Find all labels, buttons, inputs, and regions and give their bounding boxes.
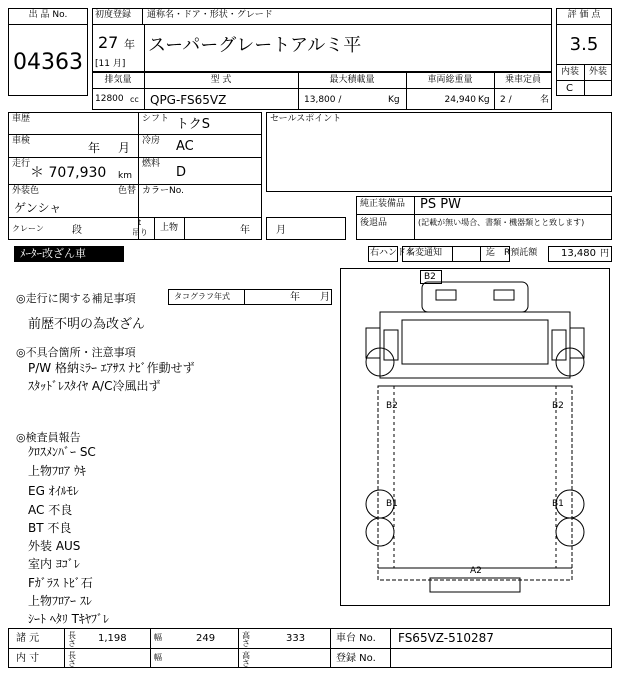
displacement-unit: cc: [130, 95, 139, 104]
rear-wheel-right-2: [556, 518, 584, 546]
recycle-unit: 円: [600, 249, 610, 259]
int-width-label: 幅: [154, 653, 162, 662]
aftermarket-note: (記載が無い場合、書類・機器類とと致します): [418, 218, 585, 227]
inspector-item: 外装 AUS: [28, 539, 81, 553]
width-value: 249: [196, 633, 216, 644]
exterior-label: 外装: [588, 67, 607, 77]
crane-stage: 段: [72, 225, 82, 236]
capacity-unit: 名: [540, 95, 550, 105]
windshield: [402, 320, 548, 364]
tachograph-label: タコグラフ年式: [174, 292, 230, 301]
rear-wheel-left-2: [366, 518, 394, 546]
mileage-label: 走行: [12, 159, 31, 169]
inspector-item: Fｶﾞﾗｽ ﾄﾋﾞ石: [28, 576, 93, 590]
length-value: 1,198: [98, 633, 127, 644]
mileage-value: ＊ 707,930: [30, 165, 107, 181]
inspector-item: 上物ﾌﾛｱ ｳｷ: [28, 464, 86, 478]
first-reg-month: [11 月]: [95, 59, 126, 69]
history-label: 車歴: [12, 114, 31, 124]
interior-dims-label: 内 寸: [16, 653, 40, 664]
dims-label: 諸 元: [16, 633, 40, 644]
inspector-item: 室内 ﾖｺﾞﾚ: [28, 557, 80, 571]
name-change-label: 名変通知: [406, 248, 443, 258]
ac-label: 冷房: [142, 136, 161, 146]
displacement-label: 排気量: [104, 75, 132, 85]
chassis-value: FS65VZ-510287: [398, 631, 494, 645]
running-title: ◎走行に関する補足事項: [16, 292, 136, 305]
length-label: 長さ: [68, 631, 76, 648]
body-type: アルミ平: [290, 35, 362, 56]
height-label: 高さ: [242, 631, 250, 648]
truck-diagram-svg: [340, 268, 610, 606]
max-load-value: 13,800 /: [304, 95, 342, 105]
inspector-item: AC 不良: [28, 503, 73, 517]
int-length-label: 長さ: [68, 651, 76, 668]
score-label: 評 価 点: [567, 10, 601, 20]
int-height-label: 高さ: [242, 651, 250, 668]
capacity-label: 乗車定員: [504, 75, 541, 85]
gross-weight-label: 車両総重量: [427, 75, 473, 85]
reg-label: 登録 No.: [336, 653, 376, 664]
sales-point-box: [266, 112, 612, 192]
gross-weight-value: 24,940: [444, 95, 476, 105]
crane-label: クレーン: [12, 224, 44, 233]
recycle-label: R預託額: [504, 248, 538, 258]
mirror-left: [366, 328, 380, 358]
cab-outline: [380, 312, 570, 378]
defects-title: ◎不具合箇所・注意事項: [16, 346, 136, 359]
gross-weight-unit: Kg: [478, 95, 490, 105]
damage-label: B1: [552, 499, 564, 509]
inspector-title: ◎検査員報告: [16, 431, 81, 444]
inspection-label: 車検: [12, 136, 31, 146]
equip-label: 純正装備品: [360, 199, 406, 209]
crane-ton: t: [138, 218, 142, 227]
interior-label: 内装: [560, 67, 579, 77]
car-name-label: 通称名・ドア・形状・グレード: [147, 10, 273, 20]
aftermarket-label: 後退品: [360, 218, 388, 228]
color-code-label: カラーNo.: [142, 186, 184, 196]
mirror-right: [570, 328, 584, 358]
chassis-label: 車台 No.: [336, 633, 376, 644]
inspector-item: 上物ﾌﾛｱｰ ｽﾚ: [28, 594, 92, 608]
meter-banner: ﾒｰﾀｰ改ざん車: [14, 246, 124, 262]
shift-label: シフト: [142, 114, 170, 124]
crane-hang: 吊り: [132, 228, 148, 237]
cab-roof: [422, 282, 528, 312]
damage-label: B2: [552, 401, 564, 411]
mileage-unit: km: [118, 171, 132, 181]
handle-label: 右ハンドル: [370, 248, 416, 258]
sales-point-label: セールスポイント: [270, 114, 342, 124]
deadline-label: 迄: [486, 248, 496, 258]
score-value: 3.5: [569, 34, 599, 55]
first-reg-year: 27: [98, 33, 119, 52]
lot-number: 04363: [13, 50, 83, 75]
lot-label: 出 品 No.: [28, 10, 68, 20]
model-code-label: 型 式: [210, 75, 232, 85]
inspection-year: 年: [88, 141, 101, 155]
interior-score: C: [566, 83, 573, 94]
upper-year: 年: [240, 225, 250, 236]
inspector-item: ｼｰﾄ ﾍﾀﾘ Tｷﾔﾌﾞﾚ: [28, 612, 109, 626]
cargo-bed: [378, 386, 572, 580]
door-left: [384, 330, 398, 360]
door-right: [552, 330, 566, 360]
inspection-month: 月: [118, 141, 131, 155]
model-name: スーパーグレート: [148, 35, 291, 56]
inspector-item: ｸﾛｽﾒﾝﾊﾞｰ SC: [28, 445, 96, 459]
tachograph-month: 月: [320, 292, 330, 303]
equip-value: PS PW: [420, 197, 461, 212]
inspector-item: EG ｵｲﾙﾓﾚ: [28, 484, 79, 498]
width-label: 幅: [154, 633, 162, 642]
upper-month: 月: [276, 225, 286, 236]
color-no-label: 色替: [118, 186, 137, 196]
damage-label: B2: [386, 401, 398, 411]
max-load-unit: Kg: [388, 95, 400, 105]
cab-vent-left: [436, 290, 456, 300]
defect-item: ｽﾀｯﾄﾞﾚｽﾀｲﾔ A/C冷風出ず: [28, 379, 161, 393]
model-code: QPG-FS65VZ: [150, 93, 227, 107]
color-label: 外装色: [12, 186, 40, 196]
max-load-label: 最大積載量: [329, 75, 375, 85]
tachograph-year: 年: [290, 292, 300, 303]
inspector-item: BT 不良: [28, 521, 72, 535]
fuel-label: 燃料: [142, 159, 161, 169]
ac-value: AC: [176, 139, 194, 154]
first-reg-year-unit: 年: [124, 38, 135, 51]
running-note: 前歴不明の為改ざん: [28, 317, 146, 332]
damage-label: B1: [386, 499, 398, 509]
defect-item: P/W 格納ﾐﾗｰ ｴｱｻｽ ﾅﾋﾞ作動せず: [28, 361, 195, 375]
fuel-value: D: [176, 165, 187, 180]
height-value: 333: [286, 633, 306, 644]
recycle-value: 13,480: [561, 248, 596, 259]
damage-label: B2: [424, 272, 436, 282]
damage-label: A2: [470, 566, 482, 576]
shift-value: トクS: [176, 117, 210, 132]
displacement-value: 12800: [95, 94, 124, 104]
cab-vent-right: [494, 290, 514, 300]
capacity-value: 2 /: [500, 95, 512, 105]
color-value: ゲンシャ: [14, 201, 62, 215]
upper-label: 上物: [160, 223, 179, 233]
first-reg-label: 初度登録: [95, 10, 132, 20]
